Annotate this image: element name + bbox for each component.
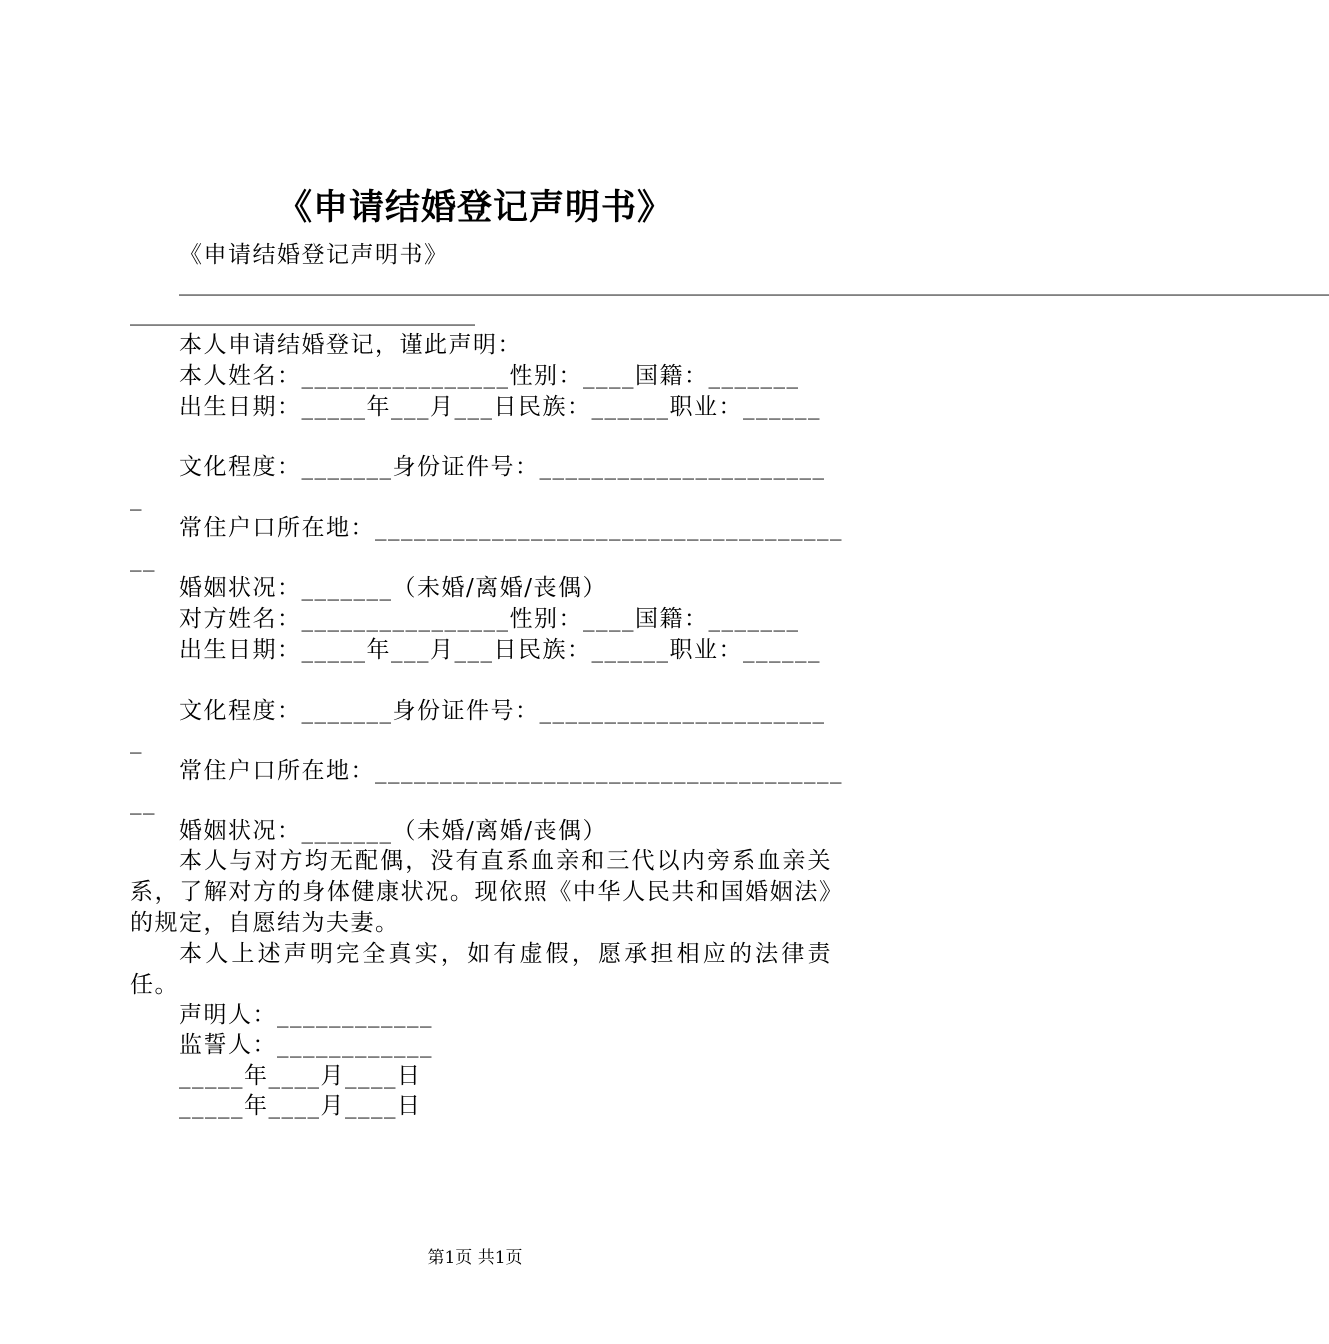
page-title: 《申请结婚登记声明书》 [276,187,673,228]
self-education-line: 文化程度：_______身份证件号：______________________ [179,454,826,480]
separator-rule-2: ______________________________ [130,300,475,326]
partner-residence-line: 常住户口所在地：____________________________________ [179,758,843,784]
date-line-1: _____年____月____日 [179,1063,422,1089]
declaration-paragraph-1: 本人与对方均无配偶，没有直系血亲和三代以内旁系血亲关系，了解对方的身体健康状况。现依照《中华人民共和国婚姻法》的规定，自愿结为夫妻。 [130,848,832,936]
self-residence-tail: __ [130,546,156,572]
document-subtitle: 《申请结婚登记声明书》 [179,242,449,268]
partner-education-tail: _ [130,728,143,754]
partner-name-line: 对方姓名：________________性别：____国籍：_______ [179,606,800,632]
partner-residence-tail: __ [130,789,156,815]
page-footer: 第1页 共1页 [427,1248,523,1268]
self-birth-line: 出生日期：_____年___月___日民族：______职业：______ [179,394,821,420]
supervisor-signature-line: 监誓人：____________ [179,1032,433,1058]
date-line-2: _____年____月____日 [179,1093,422,1119]
partner-marital-line: 婚姻状况：_______（未婚/离婚/丧偶） [179,818,607,844]
declaration-paragraph-2: 本人上述声明完全真实，如有虚假，愿承担相应的法律责任。 [130,941,832,998]
partner-birth-line: 出生日期：_____年___月___日民族：______职业：______ [179,637,821,663]
self-name-line: 本人姓名：________________性别：____国籍：_______ [179,363,800,389]
intro-statement: 本人申请结婚登记，谨此声明： [179,332,522,358]
self-marital-line: 婚姻状况：_______（未婚/离婚/丧偶） [179,575,607,601]
self-education-tail: _ [130,485,143,511]
partner-education-line: 文化程度：_______身份证件号：______________________ [179,698,826,724]
separator-rule-1: ____________________________________________________________________________________________________ [179,270,1329,296]
declarant-signature-line: 声明人：____________ [179,1002,433,1028]
self-residence-line: 常住户口所在地：____________________________________ [179,515,843,541]
